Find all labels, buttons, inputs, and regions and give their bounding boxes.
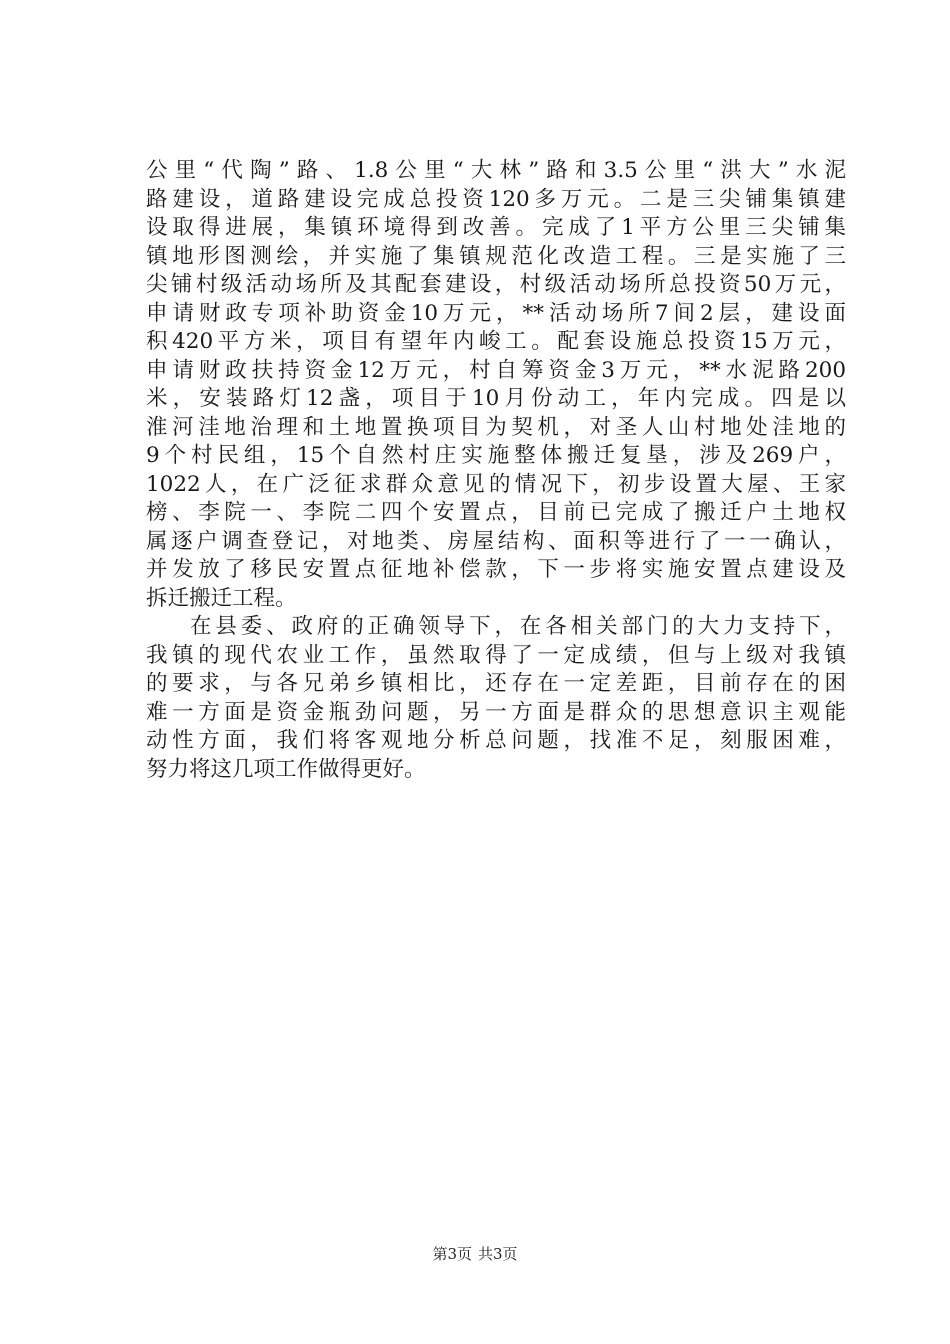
text-line: 设取得进展，集镇环境得到改善。完成了1平方公里三尖铺集 (146, 215, 846, 240)
document-body (146, 157, 846, 784)
text-line: 1022人，在广泛征求群众意见的情况下，初步设置大屋、王家 (146, 471, 846, 497)
text-line: 路建设，道路建设完成总投资120多万元。二是三尖铺集镇建 (146, 186, 846, 212)
page-number-total: 共3页 (478, 1245, 518, 1263)
text-line: 积420平方米，项目有望年内峻工。配套设施总投资15万元， (146, 329, 846, 354)
text-line: 尖铺村级活动场所及其配套建设，村级活动场所总投资50万元， (146, 272, 846, 297)
text-line: 申请财政扶持资金12万元，村自筹资金3万元，**水泥路200 (146, 357, 846, 383)
page-footer (0, 1244, 950, 1264)
page-number-current: 第3页 (432, 1245, 472, 1263)
text-line: 申请财政专项补助资金10万元，**活动场所7间2层，建设面 (146, 300, 846, 326)
text-line: 的要求，与各兄弟乡镇相比，还存在一定差距，目前存在的困 (146, 671, 846, 696)
text-line: 动性方面，我们将客观地分析总问题，找准不足，刻服困难， (146, 728, 846, 753)
text-line: 9个村民组，15个自然村庄实施整体搬迁复垦，涉及269户， (146, 443, 846, 468)
text-line: 在县委、政府的正确领导下，在各相关部门的大力支持下， (190, 614, 846, 639)
text-line: 我镇的现代农业工作，虽然取得了一定成绩，但与上级对我镇 (146, 642, 846, 668)
text-line: 镇地形图测绘，并实施了集镇规范化改造工程。三是实施了三 (146, 243, 846, 269)
text-line: 榜、李院一、李院二四个安置点，目前已完成了搬迁户土地权 (146, 500, 846, 525)
text-line: 淮河洼地治理和土地置换项目为契机，对圣人山村地处洼地的 (146, 414, 846, 440)
text-line: 难一方面是资金瓶劲问题，另一方面是群众的思想意识主观能 (146, 699, 846, 725)
text-line: 努力将这几项工作做得更好。 (146, 756, 426, 782)
paragraph-2 (146, 613, 846, 784)
text-line: 拆迁搬迁工程。 (146, 585, 297, 611)
text-line: 米，安装路灯12盏，项目于10月份动工，年内完成。四是以 (146, 386, 846, 411)
text-line: 并发放了移民安置点征地补偿款，下一步将实施安置点建设及 (146, 557, 846, 582)
text-line: 公里“代陶”路、1.8公里“大林”路和3.5公里“洪大”水泥 (146, 158, 846, 183)
text-line: 属逐户调查登记，对地类、房屋结构、面积等进行了一一确认， (146, 528, 846, 554)
paragraph-1 (146, 157, 846, 613)
